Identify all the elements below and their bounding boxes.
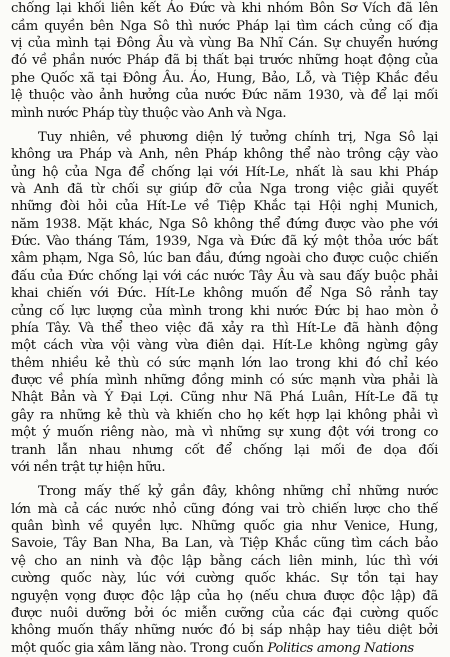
text-line: thêm nhiều kẻ thù có sức mạnh lớn lao trong khi đó chỉ kéo [11, 355, 438, 371]
text-line: khai chiến với Đức. Hít-Le không muốn để Nga Sô rảnh tay [11, 286, 438, 302]
text-line: tranh lẫn nhau nhưng cốt để chống lại mối đe dọa đối [11, 442, 438, 458]
text-line: năm 1938. Mặt khác, Nga Sô không thể đứng được vào phe với [11, 216, 438, 232]
text-line: lớn mà cả các nước nhỏ cũng đóng vai trò chiến lược cho thế [11, 501, 438, 517]
text-line: vị của mình tại Đông Âu và vùng Ba Nhĩ Cán. Sự chuyển hướng [11, 36, 438, 52]
text-line: Nhật Bản và Ý Đại Lợi. Cũng như Nã Phá Luân, Hít-Le đã tự [11, 390, 438, 406]
text-line: một ý muốn riêng nào, mà vì những sự xung đột với trong cơ [11, 425, 438, 441]
text-line: không ưa Pháp và Anh, nên Pháp không thể nào trông cậy vào [11, 147, 438, 163]
text-line: mình nước Pháp tùy thuộc vào Anh và Nga. [11, 105, 287, 121]
text-line: những đòi hỏi của Hít-Le về Tiệp Khắc tại Hội nghị Munich, [11, 199, 438, 215]
text-line: cầm quyền bên Nga Sô thì nước Pháp lại tìm cách củng cố địa [11, 18, 438, 34]
text-line: Trong mấy thế kỷ gần đây, không những chỉ những nước [38, 484, 438, 500]
text-line: và Anh đã từ chối sự giúp đỡ của Nga trong việc giải quyết [11, 181, 438, 197]
text-line: gây ra những kẻ thù và khiến cho họ kết hợp lại không phải vì [11, 407, 438, 423]
text-line: Đức. Vào tháng Tám, 1939, Nga và Đức đã ký một thỏa ước bất [11, 234, 438, 250]
text-line: lệ thuộc vào ảnh hưởng của nước Đức năm 1930, và để lại mối [11, 88, 438, 104]
text-line: vệ cho an ninh và độc lập bằng cách liên minh, lúc thì với [11, 553, 438, 569]
text-line: quân bình về quyền lực. Những quốc gia như Venice, Hung, [11, 519, 438, 534]
book-title: Politics among Nations [267, 640, 414, 656]
text-line: phe Quốc xã tại Đông Âu. Áo, Hung, Bảo, Lỗ, và Tiệp Khắc đều [11, 70, 438, 86]
text-line: Tuy nhiên, về phương diện lý tưởng chính trị, Nga Sô lại [38, 129, 438, 145]
text-line: cường quốc này, lúc với cường quốc khác. Sự tồn tại hay [11, 571, 438, 587]
text-line: với nền trật tự hiện hữu. [11, 459, 166, 475]
text-line: đó về phần nước Pháp đã bị thất bại trước những hoạt động của [11, 53, 438, 69]
text-line: đấu của Đức chống lại với các nước Tây Âu và sau đấy buộc phải [11, 268, 438, 284]
text-line: một cách vừa vội vàng vừa điên dại. Hít-Le không ngừng gây [11, 338, 438, 354]
text-line: xâm phạm, Nga Sô, lúc ban đầu, đứng ngoài cho được cuộc chiến [11, 251, 438, 267]
text-line: Savoie, Tây Ban Nha, Ba Lan, và Tiệp Khắc cũng tìm cách bảo [11, 536, 438, 552]
text-line: được nuôi dưỡng bởi óc miễn cưỡng của các đại cường quốc [11, 605, 438, 621]
text-line: ủng hộ của Nga để chống lại với Hít-Le, nhất là sau khi Pháp [11, 164, 438, 180]
text-line: được về phía mình những đồng minh có sức mạnh vừa phải là [11, 373, 438, 389]
text-line: củng cố lực lượng của mình trong khi nước Đức bị hao mòn ở [11, 303, 438, 319]
text-line: phía Tây. Và thể theo việc đã xảy ra thì Hít-Le đã hành động [11, 320, 438, 336]
text-line [11, 638, 438, 657]
text-line-part: một quốc gia xâm lăng nào. Trong cuốn [11, 640, 264, 656]
text-line: nguyện vọng được độc lập của họ (nếu chưa được độc lập) đã [11, 588, 438, 604]
text-line: chống lại khối liên kết Áo Đức và khi nhóm Bôn Sơ Vích đã lên [11, 1, 438, 17]
text-line: không muốn thấy những nước đó bị sáp nhập hay tiêu diệt bởi [11, 623, 438, 639]
